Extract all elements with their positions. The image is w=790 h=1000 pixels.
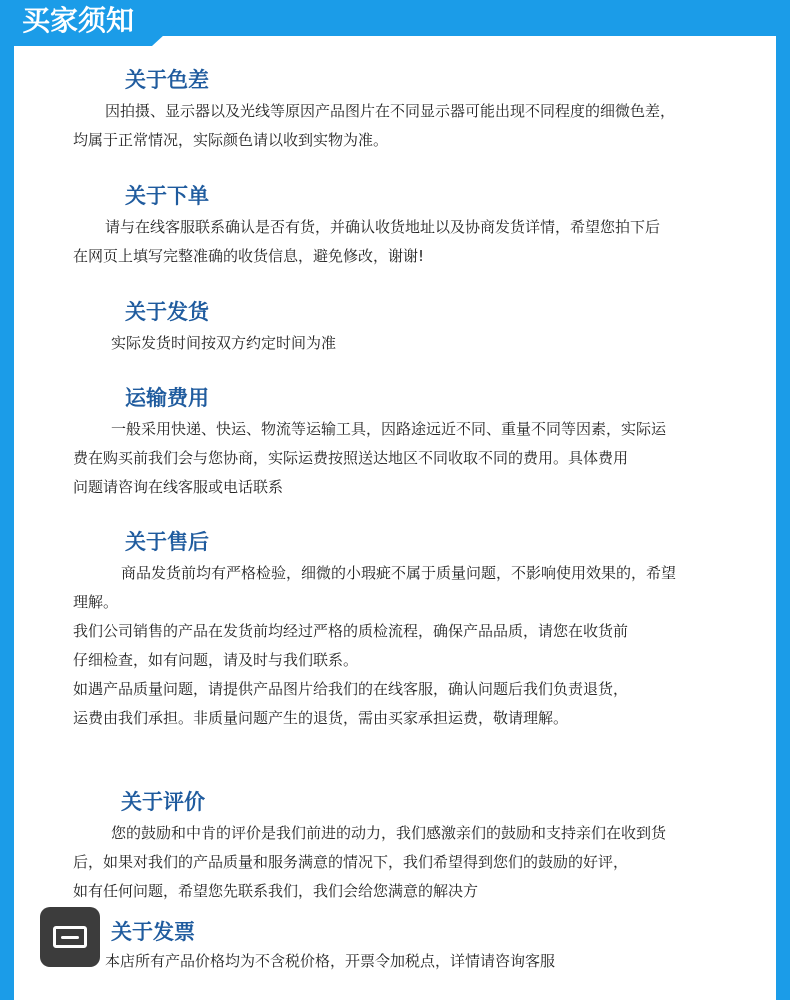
page-title: 买家须知 [22,4,135,37]
section-title-reviews: 关于评价 [121,790,205,814]
floating-screen-button[interactable] [40,907,100,967]
section-title-after-sales: 关于售后 [125,530,209,554]
section-title-shipping: 关于发货 [125,300,209,324]
section-title-order: 关于下单 [125,184,209,208]
section-text-line: 均属于正常情况，实际颜色请以收到实物为准。 [73,131,389,149]
monitor-icon [53,926,87,948]
section-text-line: 因拍摄、显示器以及光线等原因产品图片在不同显示器可能出现不同程度的细微色差， [105,102,676,120]
section-title-color: 关于色差 [125,68,209,92]
section-text-line: 如有任何问题，希望您先联系我们，我们会给您满意的解决方 [73,882,479,900]
section-text-line: 您的鼓励和中肯的评价是我们前进的动力，我们感激亲们的鼓励和支持亲们在收到货 [111,824,667,842]
section-text-line: 费在购买前我们会与您协商，实际运费按照送达地区不同收取不同的费用。具体费用 [73,449,629,467]
header-rule [170,14,776,36]
section-title-freight: 运输费用 [125,386,209,410]
section-text-line: 后，如果对我们的产品质量和服务满意的情况下，我们希望得到您们的鼓励的好评， [73,853,629,871]
section-text-line: 实际发货时间按双方约定时间为准 [111,334,337,352]
section-text-line: 我们公司销售的产品在发货前均经过严格的质检流程，确保产品品质，请您在收货前 [73,622,629,640]
section-text-line: 请与在线客服联系确认是否有货，并确认收货地址以及协商发货详情，希望您拍下后 [105,218,661,236]
section-text-line: 问题请咨询在线客服或电话联系 [73,478,284,496]
section-text-line: 在网页上填写完整准确的收货信息，避免修改，谢谢! [73,247,425,265]
section-title-invoice: 关于发票 [111,920,195,944]
section-text-line: 理解。 [73,593,119,611]
section-text-line: 商品发货前均有严格检验，细微的小瑕疵不属于质量问题，不影响使用效果的，希望 [121,564,677,582]
section-text-line: 本店所有产品价格均为不含税价格，开票令加税点，详情请咨询客服 [105,952,556,970]
section-text-line: 仔细检查，如有问题，请及时与我们联系。 [73,651,359,669]
section-text-line: 运费由我们承担。非质量问题产生的退货，需由买家承担运费，敬请理解。 [73,709,569,727]
section-text-line: 一般采用快递、快运、物流等运输工具，因路途远近不同、重量不同等因素，实际运 [111,420,667,438]
section-text-line: 如遇产品质量问题，请提供产品图片给我们的在线客服，确认问题后我们负责退货， [73,680,629,698]
